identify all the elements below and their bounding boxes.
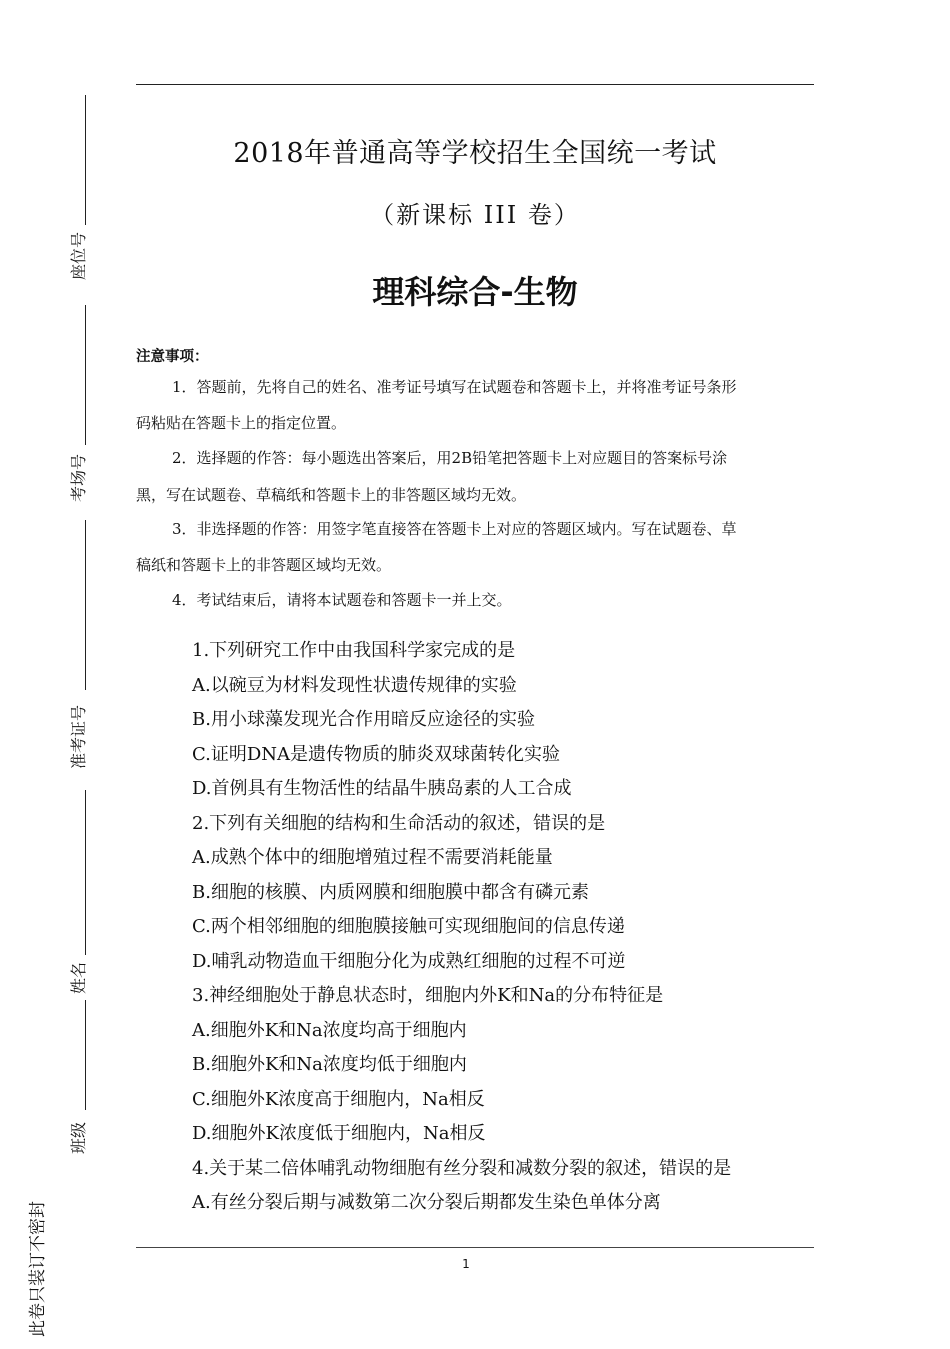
seat-fill-line xyxy=(85,95,86,225)
answer-option: A.成熟个体中的细胞增殖过程不需要消耗能量 xyxy=(192,847,553,868)
question-stem: 3.神经细胞处于静息状态时，细胞内外K和Na的分布特征是 xyxy=(192,985,664,1006)
answer-option: D.细胞外K浓度低于细胞内，Na相反 xyxy=(192,1123,486,1144)
ticket-label: 准考证号 xyxy=(69,704,88,769)
answer-option: C.细胞外K浓度高于细胞内，Na相反 xyxy=(192,1088,485,1110)
note-line: 稿纸和答题卡上的非答题区域均无效。 xyxy=(136,556,392,574)
seat-label: 座位号 xyxy=(69,231,88,280)
question-list xyxy=(192,638,731,1225)
answer-option: C.两个相邻细胞的细胞膜接触可实现细胞间的信息传递 xyxy=(192,916,625,937)
exam-title: 2018年普通高等学校招生全国统一考试 xyxy=(233,138,717,169)
answer-option: D.首例具有生物活性的结晶牛胰岛素的人工合成 xyxy=(192,778,572,799)
footer-rule xyxy=(136,1247,814,1248)
question-stem: 1.下列研究工作中由我国科学家完成的是 xyxy=(192,640,516,661)
answer-option: D.哺乳动物造血干细胞分化为成熟红细胞的过程不可逆 xyxy=(192,950,626,972)
room-label: 考场号 xyxy=(69,453,88,502)
answer-option: A.有丝分裂后期与减数第二次分裂后期都发生染色单体分离 xyxy=(192,1192,661,1213)
answer-option: A.以碗豆为材料发现性状遗传规律的实验 xyxy=(192,674,517,696)
class-label: 班级 xyxy=(69,1122,88,1155)
question-stem: 2.下列有关细胞的结构和生命活动的叙述，错误的是 xyxy=(192,812,606,834)
header-rule xyxy=(136,84,814,85)
notes-heading: 注意事项： xyxy=(136,349,209,365)
binding-notice: 此卷只装订不密封 xyxy=(28,1201,48,1337)
note-line: 黑，写在试题卷、草稿纸和答题卡上的非答题区域均无效。 xyxy=(136,486,527,504)
answer-option: B.细胞的核膜、内质网膜和细胞膜中都含有磷元素 xyxy=(192,881,589,903)
class-fill-line xyxy=(85,1000,86,1110)
note-line: 2．选择题的作答：每小题选出答案后，用2B铅笔把答题卡上对应题目的答案标号涂 xyxy=(172,449,728,467)
name-fill-line xyxy=(85,790,86,955)
answer-option: B.细胞外K和Na浓度均低于细胞内 xyxy=(192,1054,467,1075)
note-line: 1．答题前，先将自己的姓名、准考证号填写在试题卷和答题卡上，并将准考证号条形 xyxy=(172,378,737,396)
question-stem: 4.关于某二倍体哺乳动物细胞有丝分裂和减数分裂的叙述，错误的是 xyxy=(192,1157,732,1179)
note-line: 码粘贴在答题卡上的指定位置。 xyxy=(136,414,347,432)
page-number: 1 xyxy=(462,1257,470,1271)
name-label: 姓名 xyxy=(69,962,88,995)
ticket-fill-line xyxy=(85,520,86,690)
note-line: 3．非选择题的作答：用签字笔直接答在答题卡上对应的答题区域内。写在试题卷、草 xyxy=(172,520,737,538)
exam-subtitle: （新课标 III 卷） xyxy=(370,201,580,229)
answer-option: C.证明DNA是遗传物质的肺炎双球菌转化实验 xyxy=(192,743,561,765)
subject-title: 理科综合-生物 xyxy=(372,273,578,311)
note-line: 4．考试结束后，请将本试题卷和答题卡一并上交。 xyxy=(172,591,512,609)
answer-option: B.用小球藻发现光合作用暗反应途径的实验 xyxy=(192,709,535,730)
room-fill-line xyxy=(85,305,86,445)
answer-option: A.细胞外K和Na浓度均高于细胞内 xyxy=(192,1019,467,1041)
